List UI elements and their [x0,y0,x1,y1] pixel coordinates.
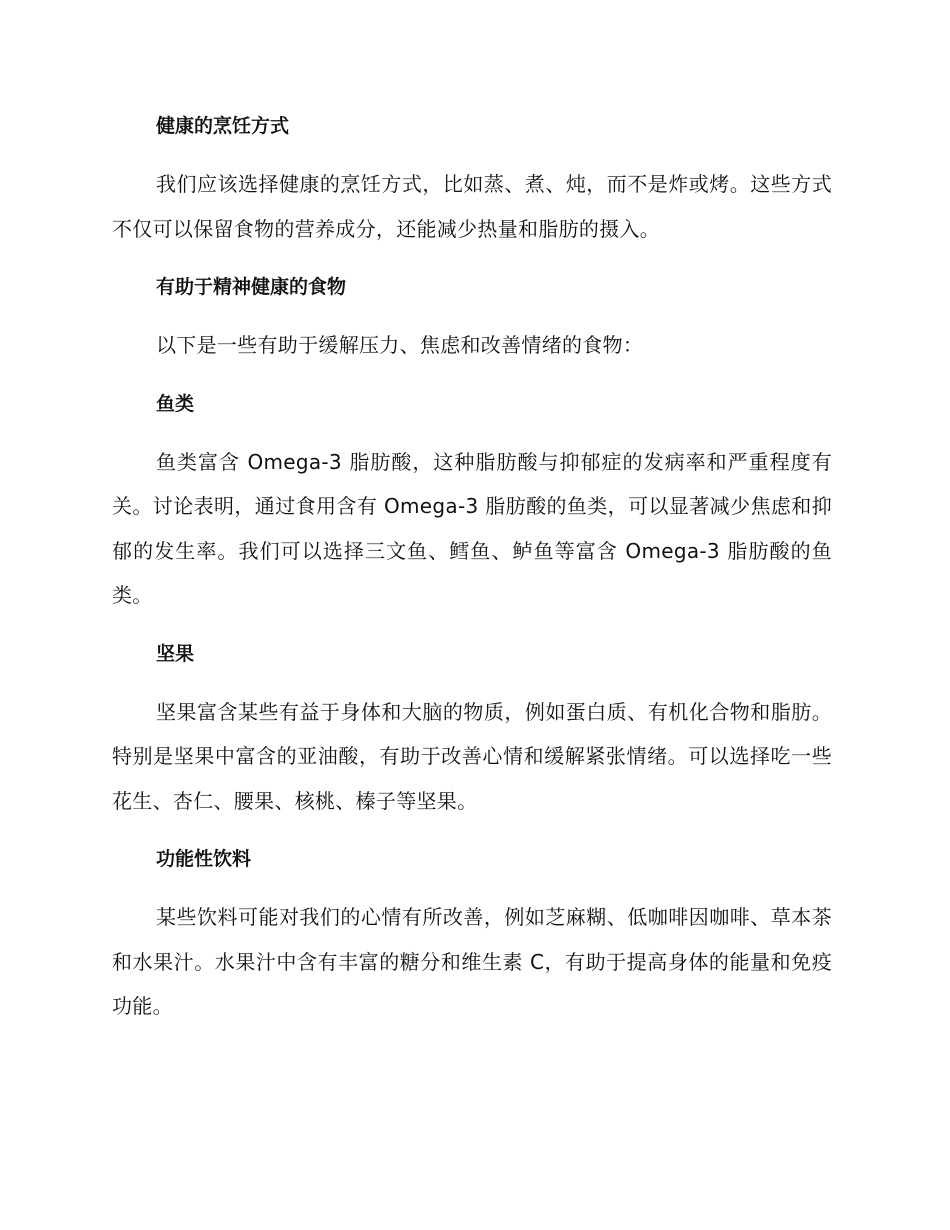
section-paragraph-nuts: 坚果富含某些有益于身体和大脑的物质，例如蛋白质、有机化合物和脂肪。特别是坚果中富含的亚油酸，有助于改善心情和缓解紧张情绪。可以选择吃一些花生、杏仁、腰果、核桃、榛子等坚果。 [112,699,832,813]
section-paragraph-functional-drinks: 某些饮料可能对我们的心情有所改善，例如芝麻糊、低咖啡因咖啡、草本茶和水果汁。水果汁中含有丰富的糖分和维生素 C，有助于提高身体的能量和免疫功能。 [112,905,832,1018]
section-paragraph-mental-health-foods: 以下是一些有助于缓解压力、焦虑和改善情绪的食物： [156,333,644,357]
section-heading-nuts: 坚果 [156,642,195,665]
section-paragraph-fish: 鱼类富含 Omega-3 脂肪酸，这种脂肪酸与抑郁症的发病率和严重程度有关。讨论表明，通过食用含有 Omega-3 脂肪酸的鱼类，可以显著减少焦虑和抑郁的发生率。我们可以选择三文鱼、鳕鱼、鲈鱼等富含 Omega-3 脂肪酸的鱼类。 [112,449,832,607]
section-heading-fish: 鱼类 [156,392,195,415]
document-page [112,104,832,1043]
section-heading-functional-drinks: 功能性饮料 [156,848,252,870]
section-heading-healthy-cooking: 健康的烹饪方式 [156,115,290,137]
section-paragraph-healthy-cooking: 我们应该选择健康的烹饪方式，比如蒸、煮、炖，而不是炸或烤。这些方式不仅可以保留食物的营养成分，还能减少热量和脂肪的摄入。 [112,172,832,241]
section-heading-mental-health-foods: 有助于精神健康的食物 [156,276,347,298]
